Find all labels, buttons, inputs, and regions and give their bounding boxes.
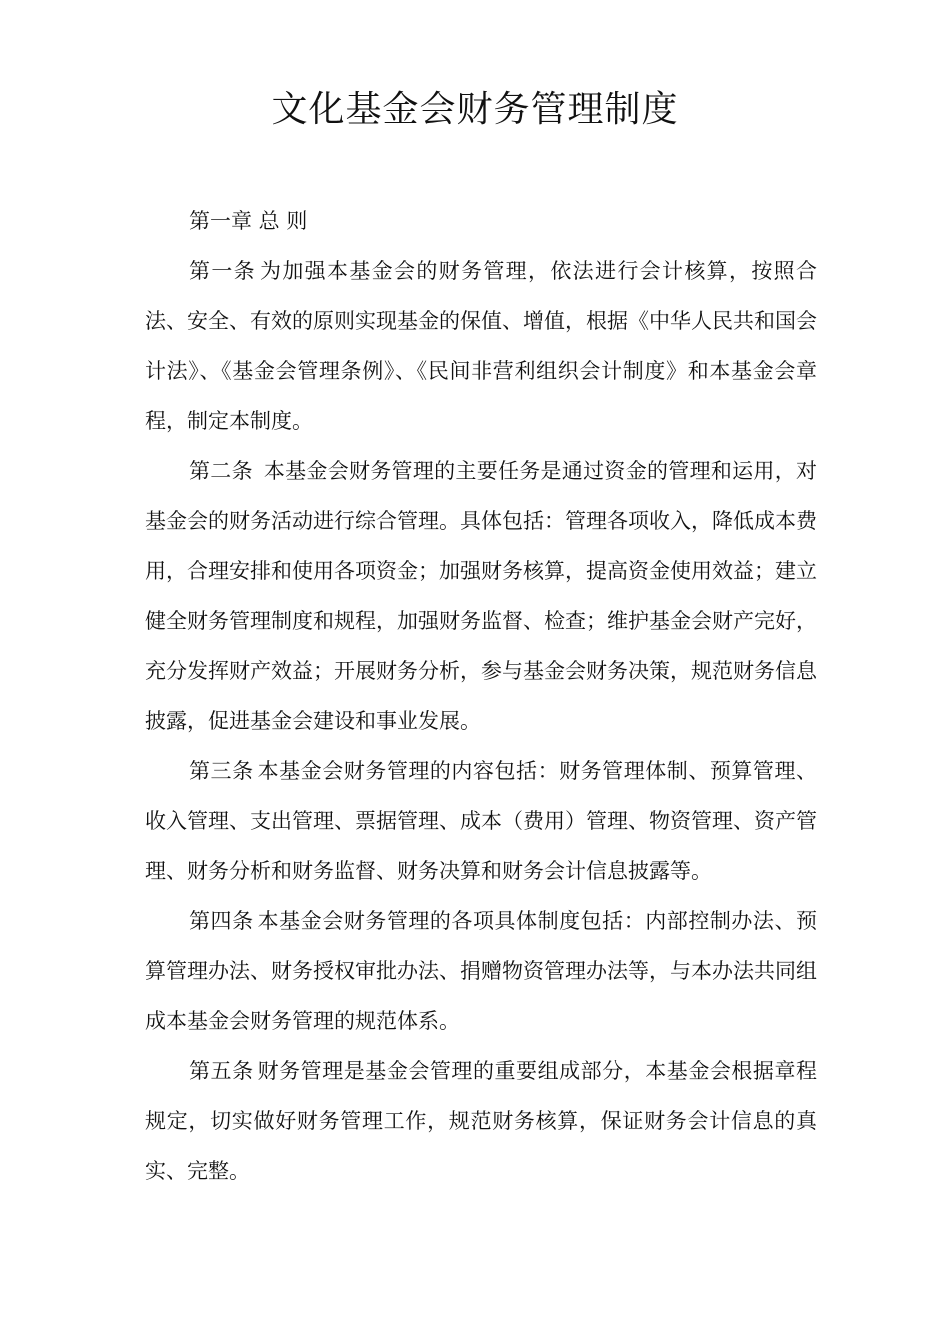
article-4 — [145, 896, 817, 1046]
article-5 — [145, 1046, 817, 1196]
article-text: 为加强本基金会的财务管理，依法进行会计核算，按照合法、安全、有效的原则实现基金的保值、增值，根据《中华人民共和国会计法》、《基金会管理条例》、《民间非营利组织会计制度》和本基金会章程，制定本制度。 — [145, 259, 817, 433]
article-label: 第五条 — [189, 1059, 254, 1083]
article-label: 第二条 — [189, 459, 253, 483]
article-text: 本基金会财务管理的各项具体制度包括：内部控制办法、预算管理办法、财务授权审批办法、捐赠物资管理办法等，与本办法共同组成本基金会财务管理的规范体系。 — [145, 909, 817, 1033]
article-label: 第一条 — [189, 259, 256, 283]
document-title: 文化基金会财务管理制度 — [271, 89, 679, 130]
document-body — [145, 196, 817, 1196]
chapter-heading: 第一章 总 则 — [189, 209, 308, 233]
article-label: 第四条 — [189, 909, 254, 933]
article-text: 本基金会财务管理的主要任务是通过资金的管理和运用，对基金会的财务活动进行综合管理。具体包括：管理各项收入，降低成本费用，合理安排和使用各项资金；加强财务核算，提高资金使用效益；建立健全财务管理制度和规程，加强财务监督、检查；维护基金会财产完好，充分发挥财产效益；开展财务分析，参与基金会财务决策，规范财务信息披露，促进基金会建设和事业发展。 — [145, 459, 818, 733]
article-2 — [145, 446, 817, 746]
article-text: 财务管理是基金会管理的重要组成部分，本基金会根据章程规定，切实做好财务管理工作，规范财务核算，保证财务会计信息的真实、完整。 — [145, 1059, 817, 1183]
article-text: 本基金会财务管理的内容包括：财务管理体制、预算管理、收入管理、支出管理、票据管理、成本（费用）管理、物资管理、资产管理、财务分析和财务监督、财务决算和财务会计信息披露等。 — [145, 759, 817, 883]
article-1 — [145, 246, 817, 446]
article-3 — [145, 746, 817, 896]
article-label: 第三条 — [189, 759, 254, 783]
